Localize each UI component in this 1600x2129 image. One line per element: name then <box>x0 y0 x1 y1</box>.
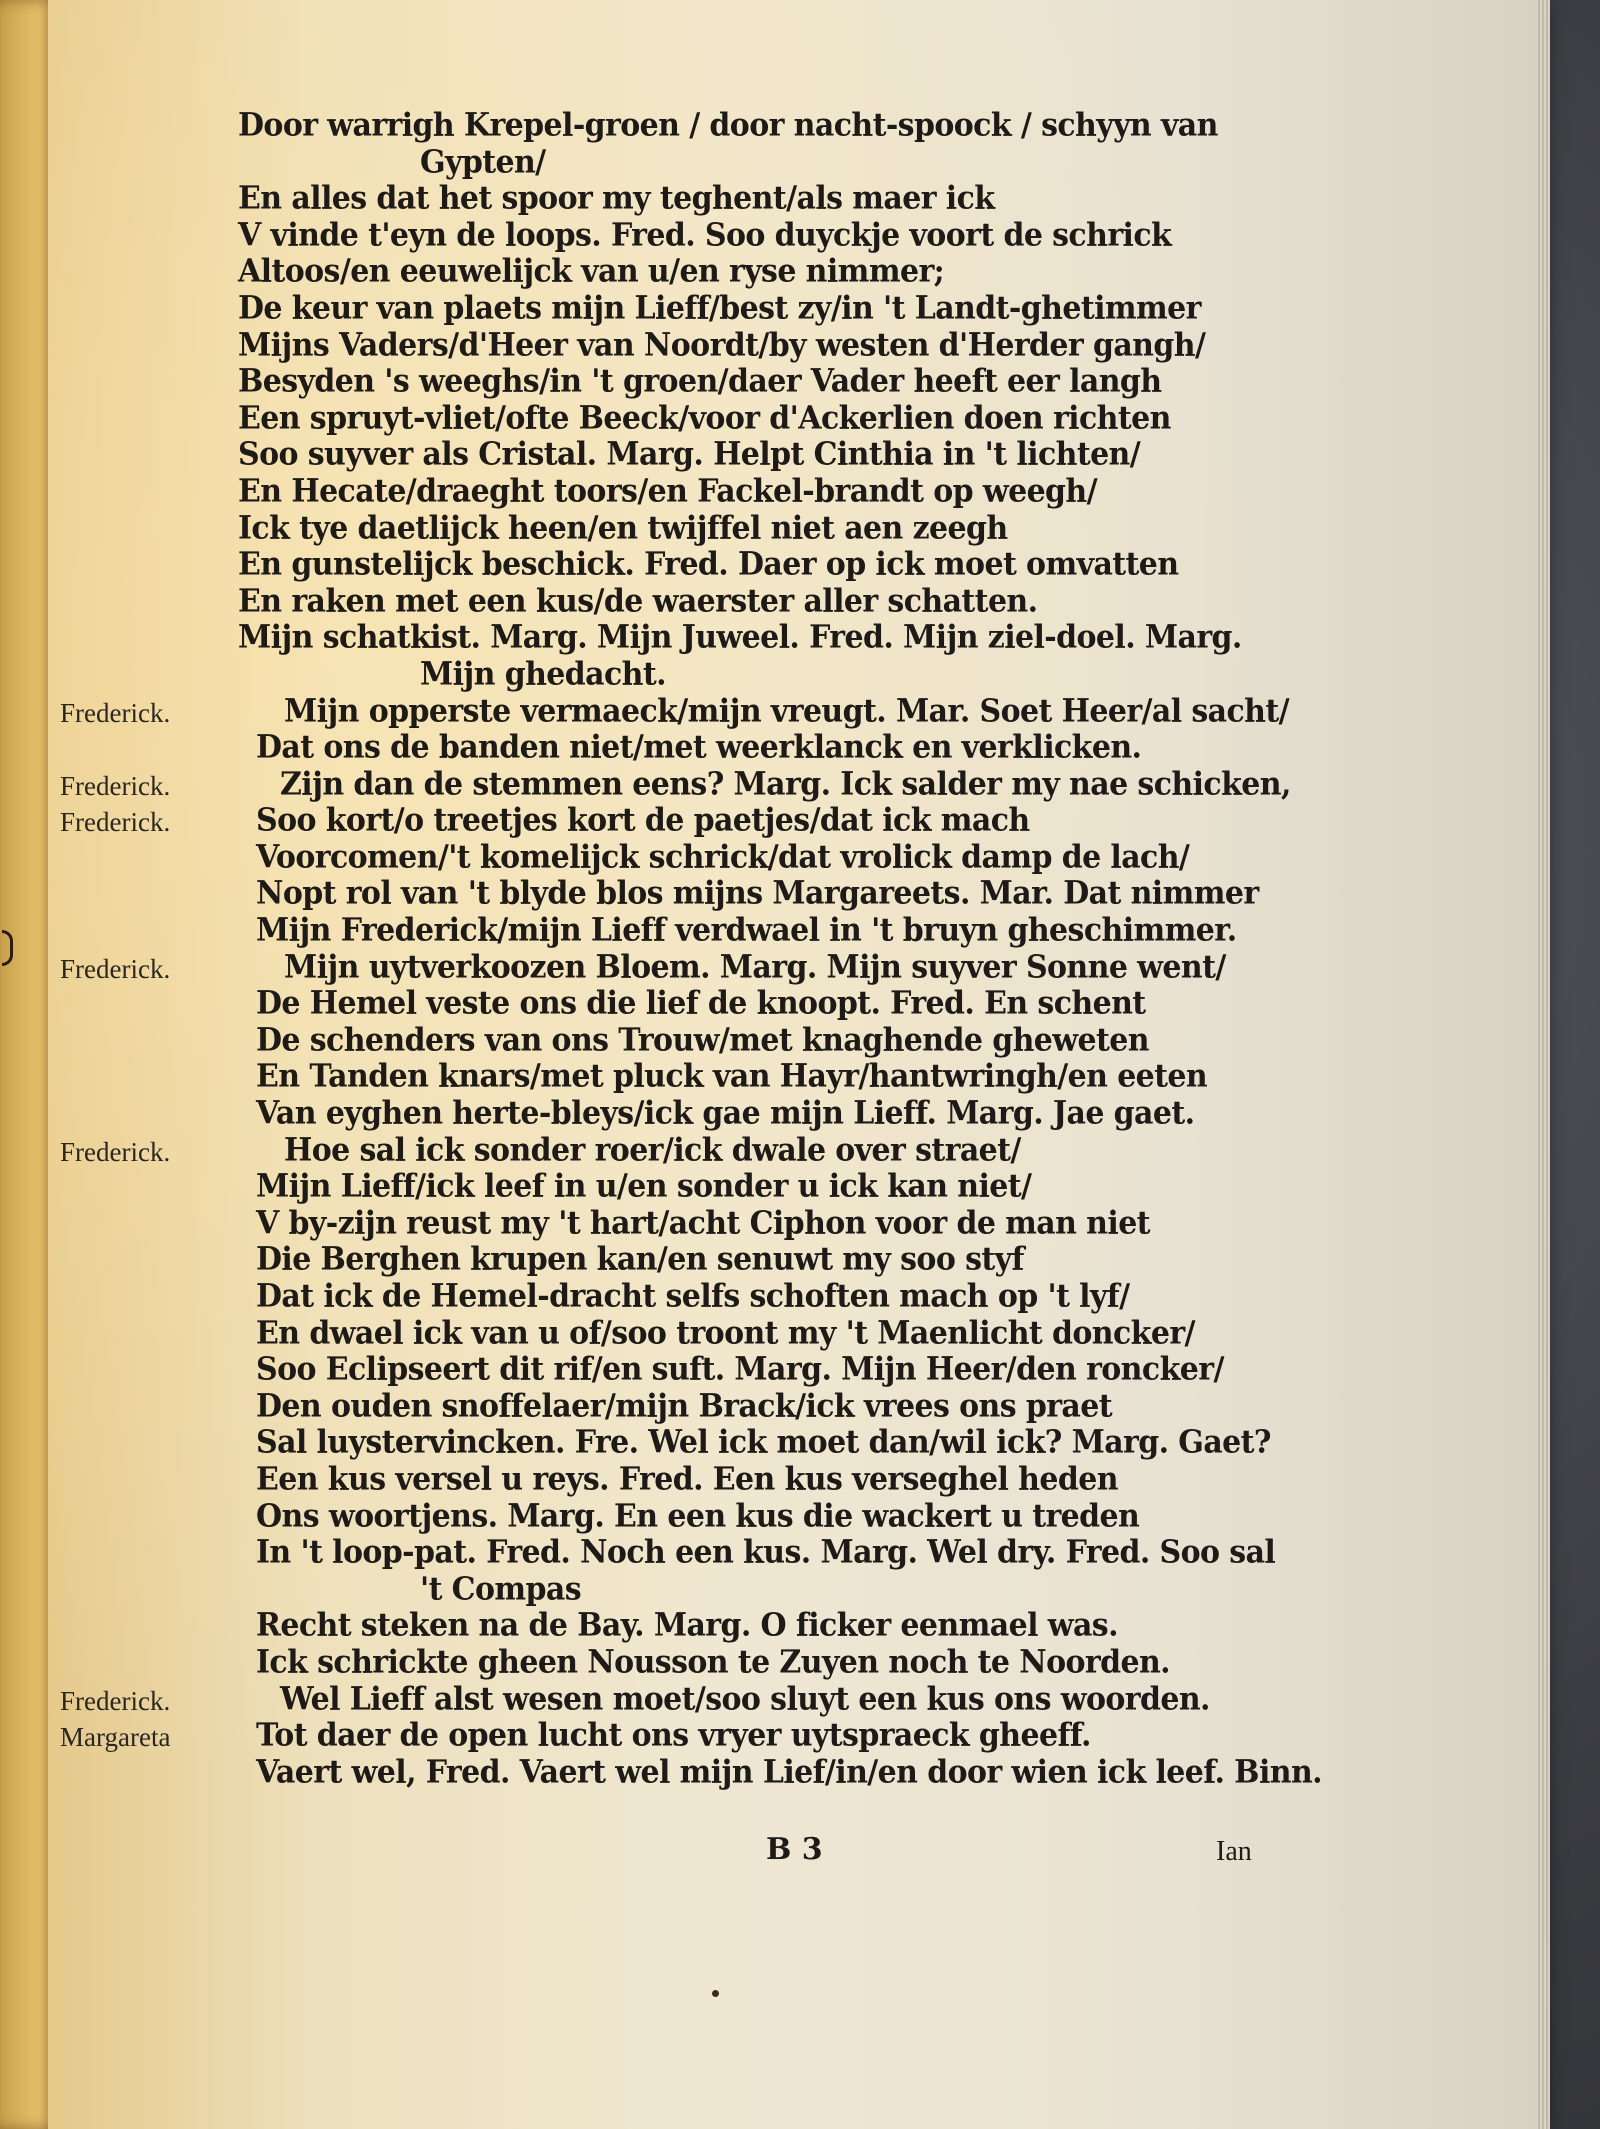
speaker-label: Frederick. <box>60 697 171 728</box>
verse-text: Gypten/ <box>420 143 546 181</box>
verse-text: Een spruyt-vliet/ofte Beeck/voor d'Ackerlien doen richten <box>238 399 1171 437</box>
verse-text: Soo Eclipseert dit rif/en suft. Marg. Mijn Heer/den roncker/ <box>256 1351 1224 1389</box>
verse-text: Ons woortjens. Marg. En een kus die wackert u treden <box>256 1497 1140 1535</box>
verse-text: Soo suyver als Cristal. Marg. Helpt Cinthia in 't lichten/ <box>238 436 1141 474</box>
verse-text: Door warrigh Krepel-groen / door nacht-spoock / schyyn van <box>238 107 1218 144</box>
verse-line <box>48 1718 1540 1755</box>
verse-text: Mijn Lieff/ick leef in u/en sonder u ick kan niet/ <box>256 1168 1032 1206</box>
verse-text: Vaert wel, Fred. Vaert wel mijn Lief/in/en door wien ick leef. Binn. <box>256 1753 1323 1791</box>
verse-line <box>48 1316 1540 1353</box>
verse-text: Soo kort/o treetjes kort de paetjes/dat ick mach <box>256 802 1030 840</box>
verse-text: Tot daer de open lucht ons vryer uytspraeck gheeff. <box>256 1717 1091 1754</box>
verse-line <box>48 1608 1540 1645</box>
catchword: Ian <box>1216 1836 1252 1867</box>
verse-line <box>48 108 1540 145</box>
page-footer <box>48 1832 1540 1872</box>
verse-line <box>48 1279 1540 1316</box>
verse-text: Sal luystervincken. Fre. Wel ick moet dan/wil ick? Marg. Gaet? <box>256 1424 1271 1462</box>
verse-text: Ick schrickte gheen Nousson te Zuyen noch te Noorden. <box>256 1644 1171 1681</box>
book-page <box>48 0 1542 2129</box>
verse-line <box>48 1096 1540 1133</box>
verse-text: En dwael ick van u of/soo troont my 't Maenlicht doncker/ <box>256 1314 1195 1352</box>
speaker-label: Frederick. <box>60 1136 171 1167</box>
verse-line <box>48 986 1540 1023</box>
verse-line <box>48 694 1540 731</box>
verse-text: En gunstelijck beschick. Fred. Daer op ick moet omvatten <box>238 546 1179 583</box>
verse-line <box>48 1572 1540 1609</box>
verse-line <box>48 181 1540 218</box>
verse-line <box>48 913 1540 950</box>
verse-text: Den ouden snoffelaer/mijn Brack/ick vrees ons praet <box>256 1387 1113 1425</box>
verse-text: En Hecate/draeght toors/en Fackel-brandt op weegh/ <box>238 473 1097 510</box>
verse-line <box>48 328 1540 365</box>
verse-line <box>48 547 1540 584</box>
verse-text: Mijn schatkist. Marg. Mijn Juweel. Fred. Mijn ziel-doel. Marg. <box>238 619 1242 657</box>
verse-line <box>48 1425 1540 1462</box>
ink-dot <box>712 1990 719 1997</box>
verse-text: Mijn uytverkoozen Bloem. Marg. Mijn suyver Sonne went/ <box>284 948 1226 986</box>
verse-text: Van eyghen herte-bleys/ick gae mijn Lieff. Marg. Jae gaet. <box>256 1095 1195 1132</box>
verse-line <box>48 511 1540 548</box>
verse-line <box>48 1133 1540 1170</box>
verse-line <box>48 1242 1540 1279</box>
verse-line <box>48 876 1540 913</box>
verse-text: Nopt rol van 't blyde blos mijns Margareets. Mar. Dat nimmer <box>256 875 1259 913</box>
verse-line <box>48 218 1540 255</box>
verse-text: V by-zijn reust my 't hart/acht Ciphon voor de man niet <box>256 1204 1150 1242</box>
verse-line <box>48 1535 1540 1572</box>
verse-line <box>48 1755 1540 1792</box>
verse-text: Recht steken na de Bay. Marg. O ficker eenmael was. <box>256 1607 1118 1645</box>
verse-text: Een kus versel u reys. Fred. Een kus verseghel heden <box>256 1461 1118 1498</box>
verse-line <box>48 1645 1540 1682</box>
verse-line <box>48 254 1540 291</box>
verse-line <box>48 1462 1540 1499</box>
verse-text: Mijn ghedacht. <box>420 656 666 693</box>
verse-line <box>48 1682 1540 1719</box>
verse-line <box>48 1352 1540 1389</box>
ink-bleed-mark <box>2 930 13 966</box>
verse-text-block <box>48 108 1540 1791</box>
verse-line <box>48 657 1540 694</box>
verse-line <box>48 1206 1540 1243</box>
verse-text: Wel Lieff alst wesen moet/soo sluyt een kus ons woorden. <box>280 1680 1210 1718</box>
verse-text: Hoe sal ick sonder roer/ick dwale over straet/ <box>284 1131 1021 1169</box>
verse-text: De keur van plaets mijn Lieff/best zy/in 't Landt-ghetimmer <box>238 290 1201 327</box>
verse-line <box>48 767 1540 804</box>
speaker-label: Margareta <box>60 1722 171 1753</box>
verse-line <box>48 291 1540 328</box>
verse-text: En alles dat het spoor my teghent/als maer ick <box>238 180 995 218</box>
verse-text: Mijn Frederick/mijn Lieff verdwael in 't bruyn gheschimmer. <box>256 912 1237 949</box>
speaker-label: Frederick. <box>60 770 171 801</box>
signature-mark: B 3 <box>766 1832 823 1867</box>
verse-text: 't Compas <box>420 1570 582 1608</box>
verse-line <box>48 1169 1540 1206</box>
verse-line <box>48 1059 1540 1096</box>
verse-text: Besyden 's weeghs/in 't groen/daer Vader heeft eer langh <box>238 363 1162 401</box>
verse-text: V vinde t'eyn de loops. Fred. Soo duyckje voort de schrick <box>238 216 1172 254</box>
verse-text: De Hemel veste ons die lief de knoopt. Fred. En schent <box>256 985 1146 1023</box>
verse-line <box>48 364 1540 401</box>
verse-text: Ick tye daetlijck heen/en twijffel niet aen zeegh <box>238 509 1008 547</box>
verse-line <box>48 803 1540 840</box>
verse-line <box>48 730 1540 767</box>
verse-line <box>48 840 1540 877</box>
verse-line <box>48 474 1540 511</box>
verse-line <box>48 950 1540 987</box>
speaker-label: Frederick. <box>60 807 171 838</box>
verse-text: Mijns Vaders/d'Heer van Noordt/by westen d'Herder gangh/ <box>238 326 1206 364</box>
verse-line <box>48 1023 1540 1060</box>
verse-text: Voorcomen/'t komelijck schrick/dat vrolick damp de lach/ <box>256 839 1190 876</box>
verse-text: Zijn dan de stemmen eens? Marg. Ick salder my nae schicken, <box>280 765 1291 803</box>
verse-text: Dat ons de banden niet/met weerklanck en verklicken. <box>256 729 1142 766</box>
verse-text: En raken met een kus/de waerster aller schatten. <box>238 582 1038 620</box>
verse-text: En Tanden knars/met pluck van Hayr/hantwringh/en eeten <box>256 1058 1208 1096</box>
verse-text: De schenders van ons Trouw/met knaghende gheweten <box>256 1021 1149 1059</box>
verse-line <box>48 620 1540 657</box>
verse-line <box>48 401 1540 438</box>
verse-line <box>48 437 1540 474</box>
verse-text: Altoos/en eeuwelijck van u/en ryse nimmer; <box>238 253 945 291</box>
verse-text: Mijn opperste vermaeck/mijn vreugt. Mar. Soet Heer/al sacht/ <box>284 692 1289 730</box>
verse-line <box>48 584 1540 621</box>
verse-line <box>48 1389 1540 1426</box>
verse-text: Die Berghen krupen kan/en senuwt my soo styf <box>256 1241 1024 1279</box>
speaker-label: Frederick. <box>60 953 171 984</box>
verse-text: In 't loop-pat. Fred. Noch een kus. Marg. Wel dry. Fred. Soo sal <box>256 1534 1276 1572</box>
verse-line <box>48 145 1540 182</box>
verse-line <box>48 1499 1540 1536</box>
speaker-label: Frederick. <box>60 1685 171 1716</box>
verse-text: Dat ick de Hemel-dracht selfs schoften mach op 't lyf/ <box>256 1278 1130 1315</box>
